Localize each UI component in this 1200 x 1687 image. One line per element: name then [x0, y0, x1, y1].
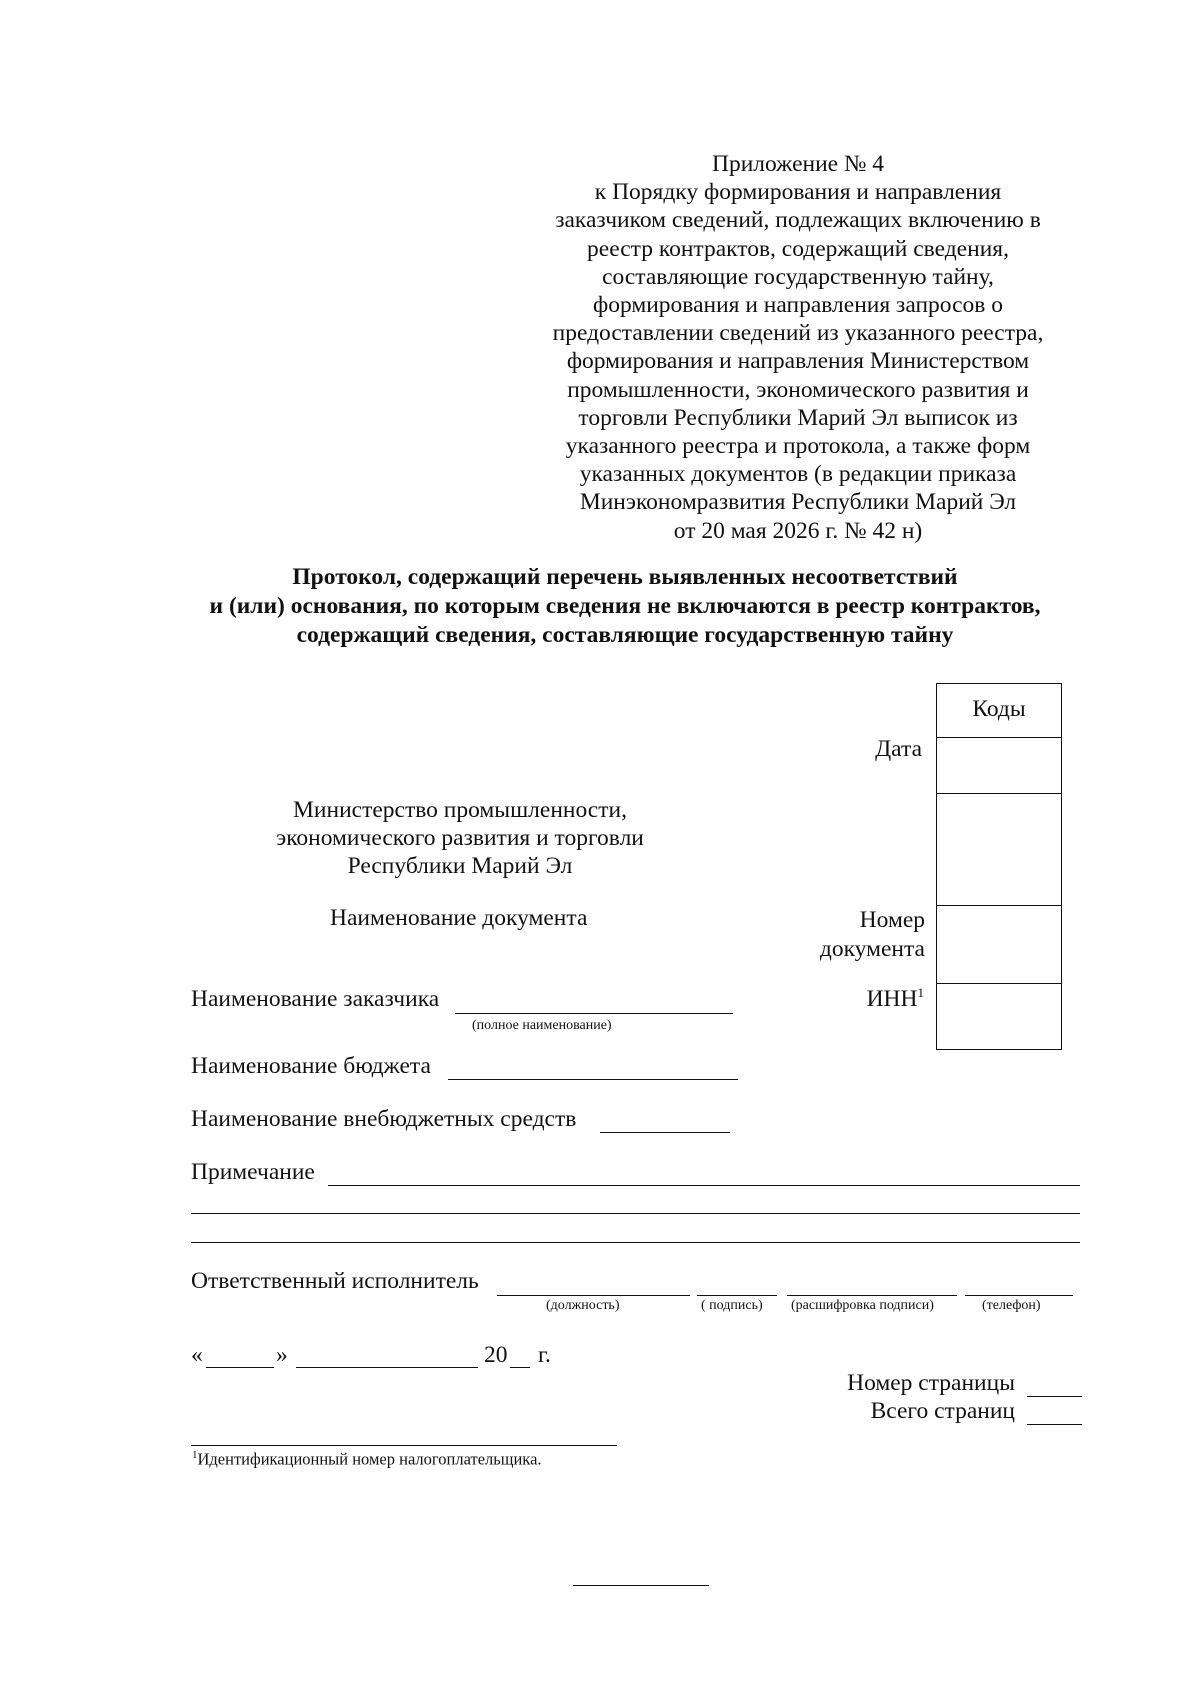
footnote-text: Идентификационный номер налогоплательщика.: [197, 1449, 542, 1469]
footnote-separator: [191, 1445, 617, 1446]
appendix-line: формирования и направления Министерством: [566, 348, 1030, 375]
appendix-line: заказчиком сведений, подлежащих включению в: [555, 207, 1041, 234]
date-open-quote: «: [191, 1342, 203, 1368]
title-line: содержащий сведения, составляющие государственную тайну: [296, 622, 954, 648]
date-month-field[interactable]: [296, 1367, 478, 1368]
executor-signature-field[interactable]: [697, 1295, 777, 1296]
codes-header-cell: [936, 683, 1062, 737]
footnote: [192, 1449, 542, 1470]
appendix-line: предоставлении сведений из указанного реестра,: [552, 320, 1044, 347]
appendix-line: Приложение № 4: [711, 151, 885, 177]
total-pages-label: Всего страниц: [870, 1398, 1015, 1424]
doc-number-label: [820, 906, 925, 964]
customer-label: Наименование заказчика: [191, 986, 440, 1012]
executor-decoding-hint: (расшифровка подписи): [791, 1298, 934, 1313]
organization-line: Республики Марий Эл: [347, 853, 573, 879]
organization-code-cell[interactable]: [936, 793, 1062, 905]
customer-hint: (полное наименование): [472, 1018, 612, 1033]
page-number-field[interactable]: [1027, 1396, 1082, 1397]
document-title: [160, 563, 1090, 650]
inn-code-cell[interactable]: [936, 983, 1062, 1050]
note-field-line-2[interactable]: [191, 1213, 1080, 1214]
organization-line: Министерство промышленности,: [293, 797, 627, 823]
page-number-label: Номер страницы: [847, 1370, 1015, 1396]
inn-label: [867, 985, 924, 1013]
offbudget-field[interactable]: [600, 1132, 730, 1133]
executor-position-hint: (должность): [546, 1298, 620, 1313]
appendix-header: [548, 150, 1048, 545]
appendix-line: от 20 мая 2026 г. № 42 н): [673, 517, 923, 544]
total-pages-field[interactable]: [1027, 1424, 1082, 1425]
date-code-cell[interactable]: [936, 737, 1062, 793]
doc-number-code-cell[interactable]: [936, 905, 1062, 983]
appendix-line: составляющие государственную тайну,: [602, 263, 994, 290]
appendix-line: торговли Республики Марий Эл выписок из: [578, 404, 1018, 431]
footnote-mark: 1: [192, 1449, 198, 1461]
date-label: Дата: [875, 736, 922, 762]
executor-phone-hint: (телефон): [982, 1298, 1041, 1313]
executor-decoding-field[interactable]: [787, 1295, 957, 1296]
budget-field[interactable]: [448, 1079, 738, 1080]
closing-line: [573, 1585, 709, 1586]
doc-number-label-line: Номер: [859, 907, 925, 933]
appendix-line: промышленности, экономического развития и: [567, 376, 1029, 403]
executor-signature-hint: ( подпись): [701, 1298, 763, 1313]
executor-position-field[interactable]: [497, 1295, 690, 1296]
note-field-line-3[interactable]: [191, 1242, 1080, 1243]
doc-number-label-line: документа: [819, 936, 925, 962]
customer-field[interactable]: [455, 1013, 733, 1014]
date-year-suffix: г.: [538, 1342, 551, 1368]
title-line: Протокол, содержащий перечень выявленных несоответствий: [292, 564, 958, 590]
appendix-line: Минэкономразвития Республики Марий Эл: [579, 489, 1017, 516]
codes-header: Коды: [972, 696, 1026, 722]
offbudget-label: Наименование внебюджетных средств: [191, 1106, 577, 1132]
appendix-line: формирования и направления запросов о: [592, 292, 1004, 319]
date-year-prefix: 20: [484, 1342, 508, 1368]
date-close-quote: »: [276, 1342, 288, 1368]
organization-name: [240, 796, 680, 880]
inn-label-text: ИНН: [866, 985, 918, 1012]
appendix-line: указанного реестра и протокола, а также форм: [565, 433, 1031, 460]
document-name-label: Наименование документа: [330, 905, 588, 931]
title-line: и (или) основания, по которым сведения не включаются в реестр контрактов,: [209, 593, 1041, 619]
appendix-line: реестр контрактов, содержащий сведения,: [587, 235, 1009, 262]
inn-footnote-mark: 1: [917, 985, 924, 1000]
appendix-line: указанных документов (в редакции приказа: [579, 461, 1017, 488]
date-day-field[interactable]: [206, 1367, 274, 1368]
executor-phone-field[interactable]: [965, 1295, 1073, 1296]
note-field-line-1[interactable]: [328, 1185, 1080, 1186]
appendix-line: к Порядку формирования и направления: [594, 179, 1002, 206]
executor-label: Ответственный исполнитель: [191, 1268, 479, 1294]
note-label: Примечание: [191, 1159, 315, 1185]
budget-label: Наименование бюджета: [191, 1053, 431, 1079]
date-year-field[interactable]: [510, 1367, 530, 1368]
organization-line: экономического развития и торговли: [276, 825, 644, 851]
